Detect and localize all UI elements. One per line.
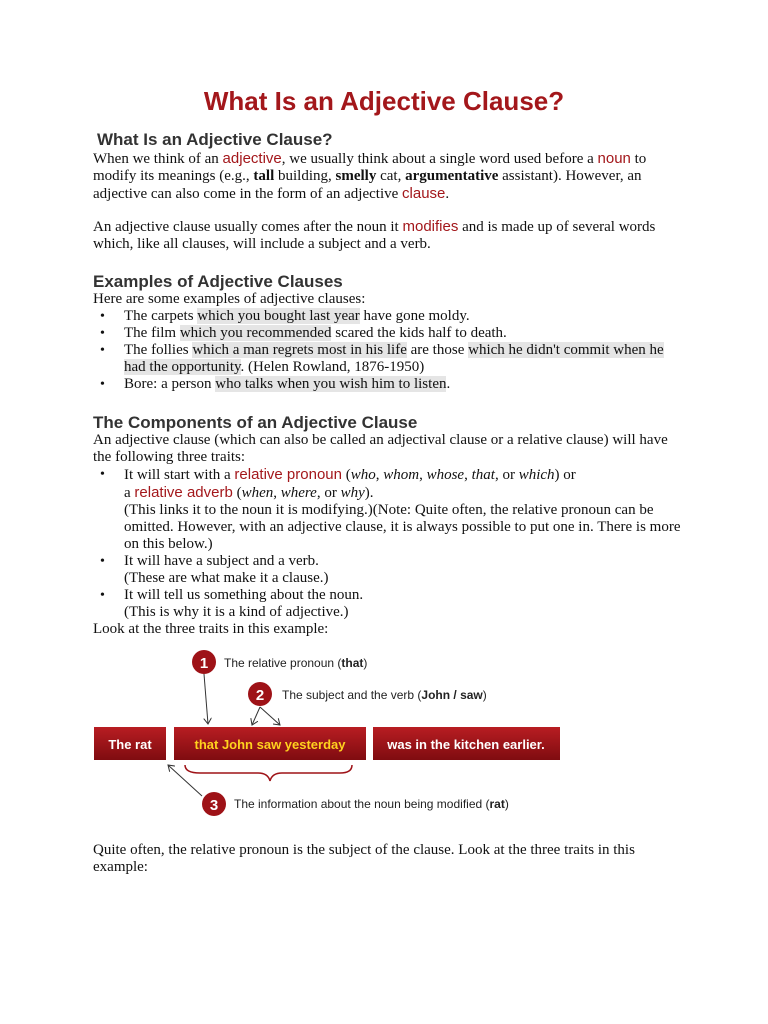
section-heading-what-is: What Is an Adjective Clause? (97, 130, 333, 149)
arrow-2b (260, 707, 280, 725)
examples-intro: Here are some examples of adjective clauses: (93, 291, 366, 307)
traits-list (93, 466, 683, 621)
callout-number-1: 1 (199, 655, 209, 672)
examples-list (93, 308, 683, 393)
clause-brace (185, 765, 352, 781)
box-predicate-label: was in the kitchen earlier. (387, 737, 545, 752)
paragraph-intro: When we think of an adjective, we usually think about a single word used before a noun to modify its meanings (e.g., tall building, smelly cat, argumentative assistant). However, an adjective can also come in the form of an adjective clause. (93, 150, 647, 202)
components-outro: Look at the three traits in this example: (93, 621, 329, 637)
list-item: • The carpets which you bought last year have gone moldy. (93, 308, 683, 325)
list-item: • It will have a subject and a verb. (These are what make it a clause.) (93, 553, 683, 587)
link-modifies[interactable]: modifies (402, 218, 459, 235)
list-item: • It will tell us something about the noun. (This is why it is a kind of adjective.) (93, 587, 683, 621)
components-block (93, 432, 683, 638)
callout-label-1: The relative pronoun (that) (224, 656, 368, 670)
list-item: • Bore: a person who talks when you wish him to listen. (93, 376, 683, 393)
list-item: • The follies which a man regrets most in his life are those which he didn't commit when he had the opportunity. (Helen Rowland, 1876-1950) (93, 342, 683, 376)
link-adjective[interactable]: adjective (222, 150, 282, 167)
link-relative-adverb[interactable]: relative adverb (134, 484, 233, 501)
paragraph-definition: An adjective clause usually comes after the noun it modifies and is made up of several words which, like all clauses, will include a subject and a verb. (93, 218, 656, 252)
section-heading-components: The Components of an Adjective Clause (93, 413, 418, 432)
list-item: • It will start with a relative pronoun (who, whom, whose, that, or which) or a relative adverb (when, where, or why). (This links it to the noun it is modifying.)(Note: Quite often, the relative pronoun can be omitted. However, with an adjective clause, it is always possible to put one in. There is more on this below.) (93, 466, 683, 553)
link-noun[interactable]: noun (597, 150, 631, 167)
box-noun-label: The rat (108, 737, 152, 752)
callout-label-3: The information about the noun being modified (rat) (234, 797, 509, 811)
adjective-clause-diagram (0, 640, 768, 825)
callout-number-2: 2 (255, 687, 265, 704)
arrow-2a (252, 707, 260, 725)
callout-number-3: 3 (209, 797, 219, 814)
link-clause[interactable]: clause (402, 185, 446, 202)
closing-paragraph: Quite often, the relative pronoun is the subject of the clause. Look at the three traits in this example: (93, 842, 635, 875)
box-clause-label: that John saw yesterday (194, 737, 346, 752)
examples-block (93, 291, 683, 393)
arrow-3 (168, 765, 202, 796)
components-intro: An adjective clause (which can also be called an adjectival clause or a relative clause) will have the following three traits: (93, 432, 668, 465)
link-relative-pronoun[interactable]: relative pronoun (234, 466, 342, 483)
list-item: • The film which you recommended scared the kids half to death. (93, 325, 683, 342)
callout-label-2: The subject and the verb (John / saw) (282, 688, 487, 702)
section-heading-examples: Examples of Adjective Clauses (93, 272, 343, 291)
page-title: What Is an Adjective Clause? (203, 86, 565, 116)
arrow-1 (204, 674, 208, 724)
